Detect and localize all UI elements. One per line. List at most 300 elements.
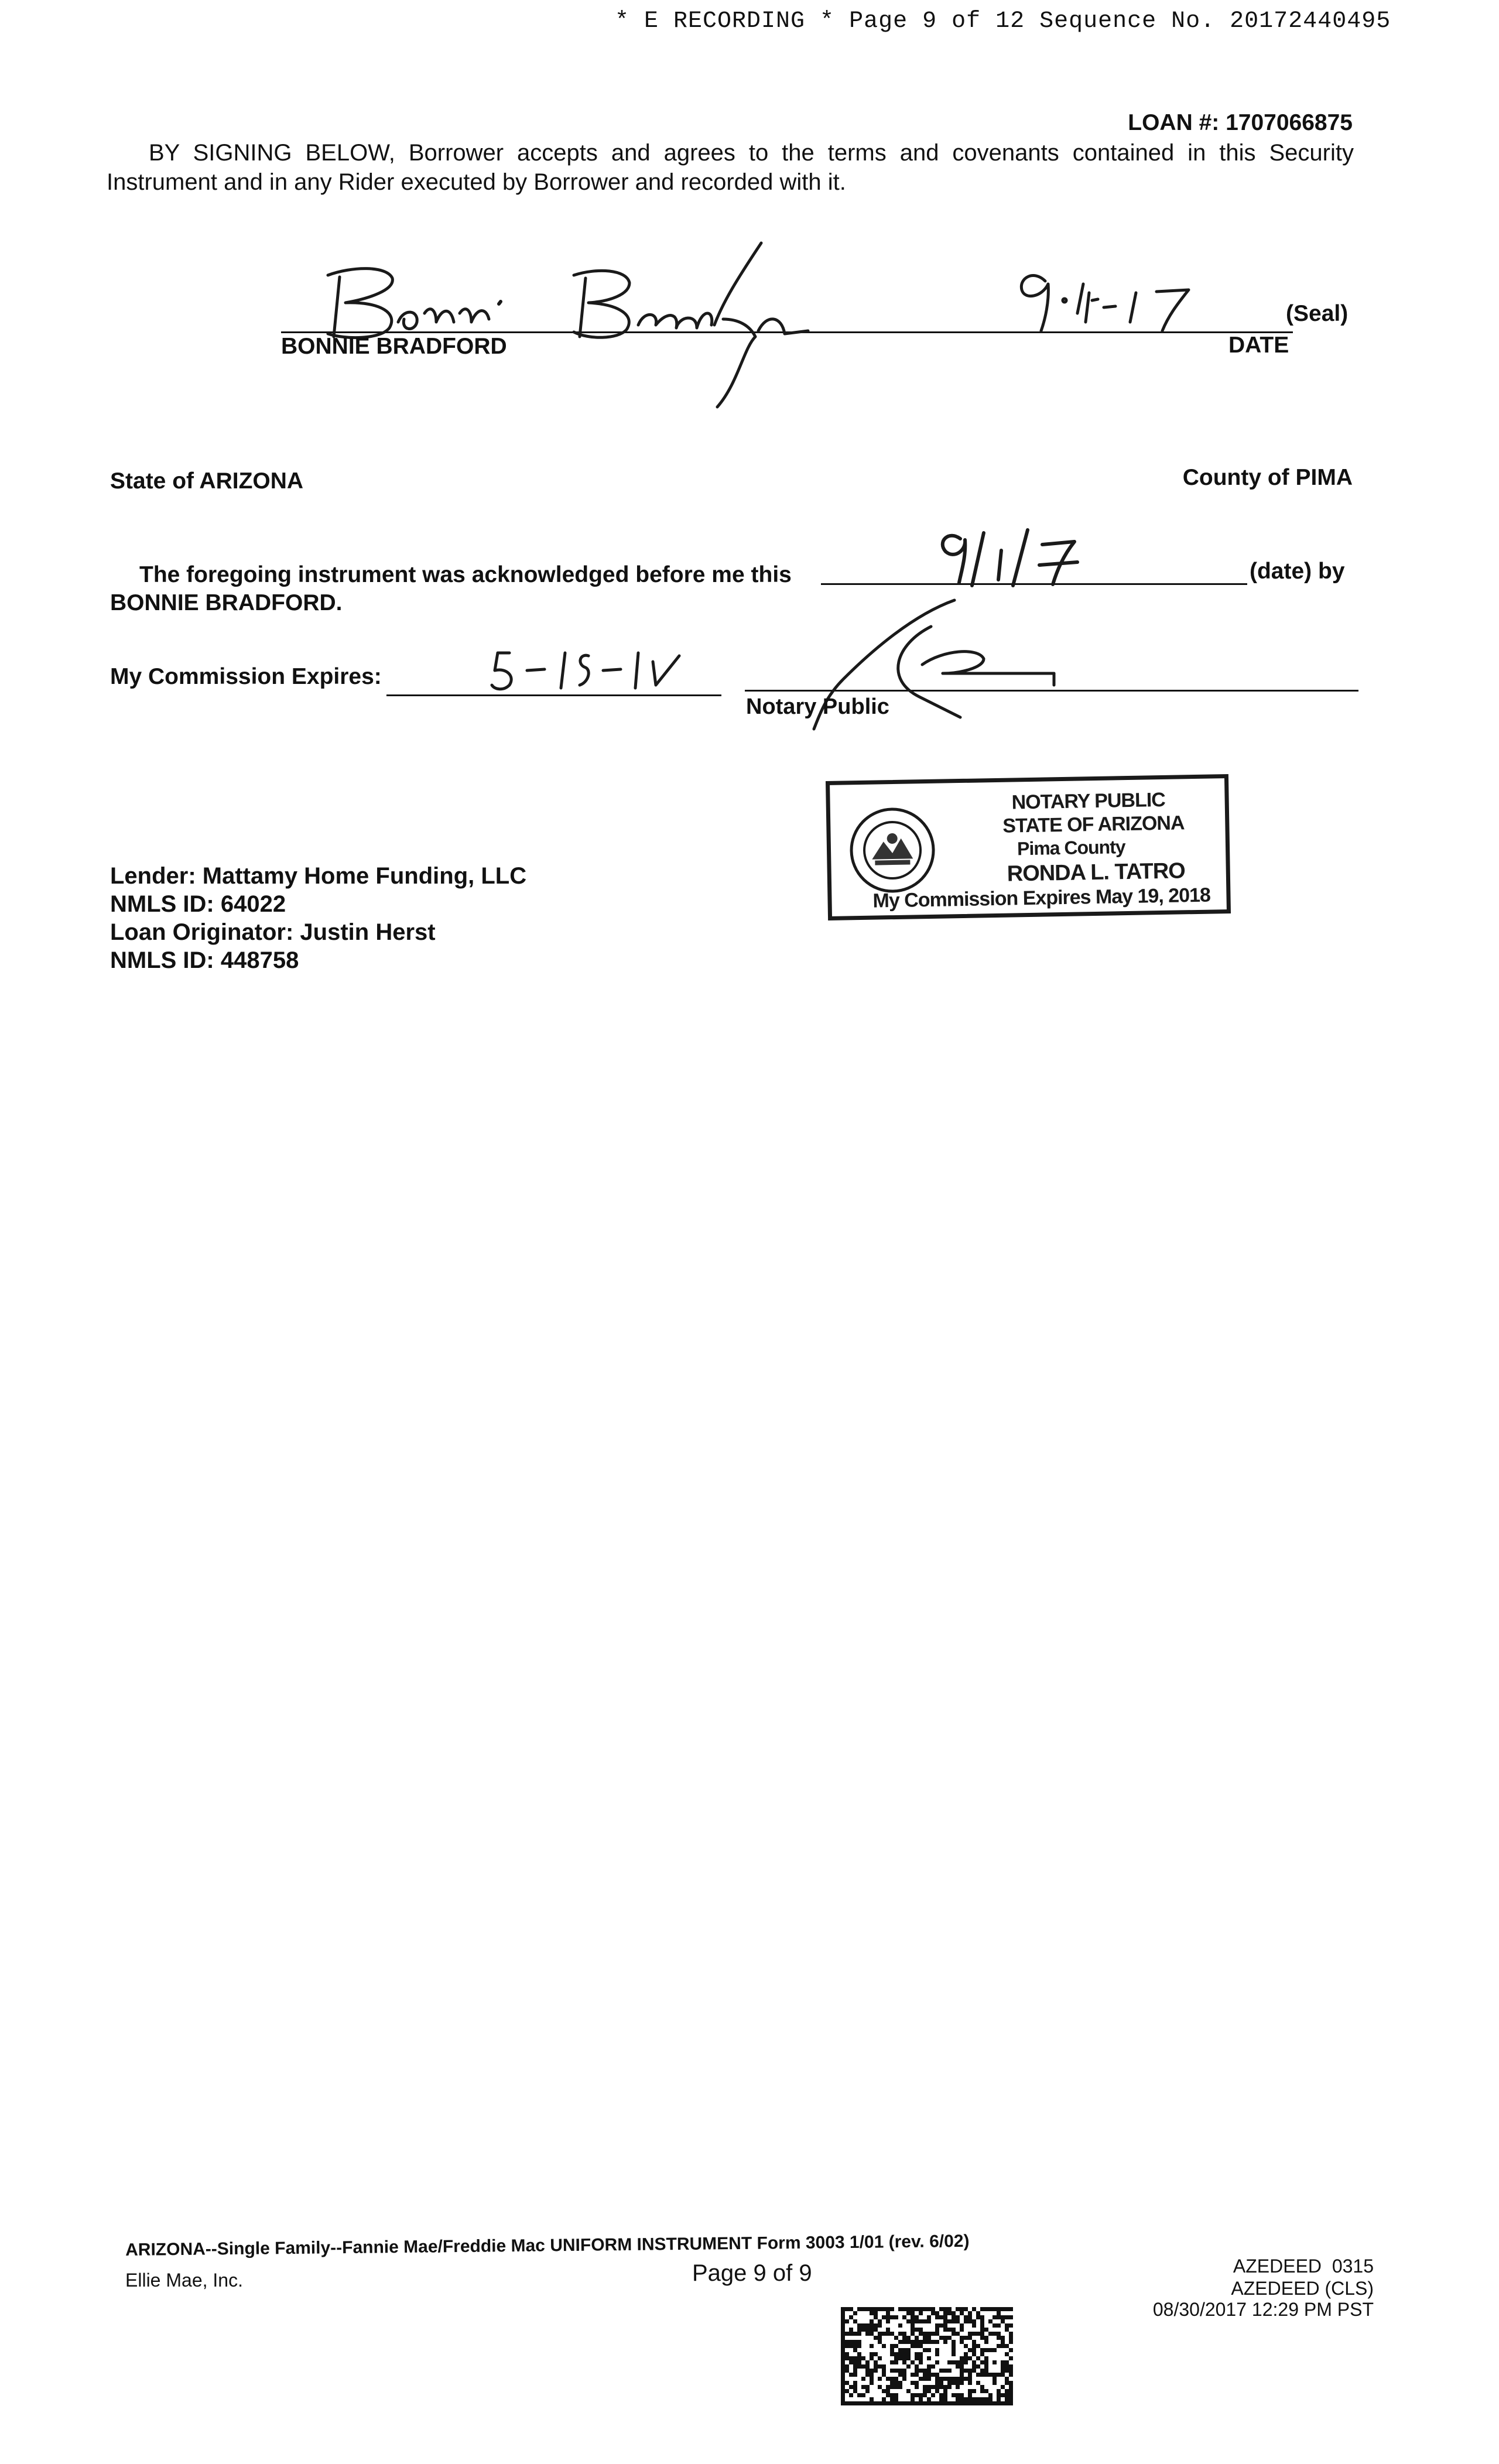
barcode-module xyxy=(890,2360,894,2364)
loan-label: LOAN #: xyxy=(1128,110,1220,135)
barcode-module xyxy=(841,2336,845,2340)
barcode-module xyxy=(952,2360,956,2364)
barcode-module xyxy=(939,2385,943,2389)
barcode-module xyxy=(1009,2315,1013,2319)
barcode-module xyxy=(919,2319,923,2323)
barcode-module xyxy=(931,2401,935,2405)
county-label: County of PIMA xyxy=(1182,465,1353,490)
barcode-module xyxy=(997,2315,1001,2319)
barcode-module xyxy=(943,2340,947,2344)
barcode-module xyxy=(968,2315,972,2319)
barcode-module xyxy=(976,2381,980,2385)
barcode-module xyxy=(997,2397,1001,2401)
barcode-module xyxy=(898,2356,902,2360)
barcode-module xyxy=(943,2385,947,2389)
barcode-module xyxy=(968,2311,972,2315)
borrower-signature xyxy=(293,231,1113,413)
barcode-module xyxy=(972,2344,976,2348)
barcode-module xyxy=(857,2364,861,2369)
barcode-module xyxy=(1005,2307,1009,2311)
barcode-module xyxy=(947,2307,952,2311)
barcode-module xyxy=(968,2373,972,2377)
barcode-module xyxy=(898,2369,902,2373)
barcode-module xyxy=(906,2311,911,2315)
barcode-module xyxy=(960,2373,964,2377)
barcode-module xyxy=(997,2401,1001,2405)
barcode-module xyxy=(997,2389,1001,2393)
barcode-module xyxy=(878,2364,882,2369)
barcode-module xyxy=(931,2385,935,2389)
barcode-module xyxy=(1001,2385,1005,2389)
barcode-module xyxy=(865,2332,870,2336)
barcode-module xyxy=(972,2360,976,2364)
barcode-module xyxy=(886,2311,890,2315)
barcode-module xyxy=(894,2401,898,2405)
barcode-module xyxy=(923,2348,927,2352)
barcode-module xyxy=(861,2307,865,2311)
barcode-module xyxy=(1009,2389,1013,2393)
barcode-module xyxy=(894,2344,898,2348)
barcode-module xyxy=(894,2393,898,2397)
barcode-module xyxy=(947,2377,952,2381)
barcode-module xyxy=(841,2319,845,2323)
barcode-module xyxy=(923,2369,927,2373)
barcode-module xyxy=(997,2323,1001,2328)
barcode-module xyxy=(878,2319,882,2323)
barcode-module xyxy=(931,2340,935,2344)
barcode-module xyxy=(947,2311,952,2315)
barcode-module xyxy=(956,2332,960,2336)
barcode-module xyxy=(964,2356,968,2360)
barcode-module xyxy=(849,2332,853,2336)
barcode-module xyxy=(968,2336,972,2340)
barcode-module xyxy=(874,2336,878,2340)
barcode-module xyxy=(1001,2336,1005,2340)
barcode-module xyxy=(976,2332,980,2336)
barcode-module xyxy=(882,2315,886,2319)
barcode-module xyxy=(874,2369,878,2373)
barcode-module xyxy=(964,2369,968,2373)
barcode-module xyxy=(886,2319,890,2323)
barcode-module xyxy=(984,2356,988,2360)
barcode-module xyxy=(919,2360,923,2364)
barcode-module xyxy=(964,2336,968,2340)
barcode-module xyxy=(964,2401,968,2405)
barcode-module xyxy=(861,2393,865,2397)
commission-expires-label: My Commission Expires: xyxy=(110,664,382,689)
barcode-module xyxy=(911,2381,915,2385)
barcode-module xyxy=(935,2340,939,2344)
barcode-module xyxy=(956,2377,960,2381)
barcode-module xyxy=(894,2369,898,2373)
barcode-module xyxy=(894,2381,898,2385)
barcode-module xyxy=(988,2373,993,2377)
barcode-module xyxy=(923,2389,927,2393)
barcode-module xyxy=(857,2356,861,2360)
barcode-module xyxy=(865,2389,870,2393)
seal-label: (Seal) xyxy=(1286,301,1349,326)
barcode-module xyxy=(960,2397,964,2401)
notary-public-label: Notary Public xyxy=(746,694,889,719)
barcode-module xyxy=(915,2393,919,2397)
barcode-module xyxy=(911,2401,915,2405)
barcode-module xyxy=(952,2328,956,2332)
barcode-module xyxy=(902,2352,906,2356)
barcode-module xyxy=(911,2340,915,2344)
barcode-module xyxy=(841,2307,845,2311)
barcode-module xyxy=(1009,2332,1013,2336)
barcode-module xyxy=(939,2381,943,2385)
barcode-module xyxy=(1009,2307,1013,2311)
barcode-module xyxy=(997,2373,1001,2377)
barcode-module xyxy=(919,2340,923,2344)
barcode-module xyxy=(939,2315,943,2319)
barcode-module xyxy=(882,2307,886,2311)
barcode-module xyxy=(993,2377,997,2381)
barcode-module xyxy=(849,2393,853,2397)
barcode-module xyxy=(976,2315,980,2319)
barcode-module xyxy=(857,2344,861,2348)
barcode-module xyxy=(915,2340,919,2344)
barcode-module xyxy=(874,2315,878,2319)
arizona-state-seal xyxy=(848,806,937,895)
barcode-module xyxy=(841,2364,845,2369)
barcode-module xyxy=(923,2377,927,2381)
barcode-module xyxy=(993,2307,997,2311)
barcode-module xyxy=(853,2319,857,2323)
barcode-module xyxy=(911,2311,915,2315)
barcode-module xyxy=(874,2364,878,2369)
barcode-module xyxy=(906,2307,911,2311)
barcode-module xyxy=(894,2315,898,2319)
barcode-module xyxy=(952,2401,956,2405)
barcode-module xyxy=(853,2369,857,2373)
barcode-module xyxy=(857,2307,861,2311)
barcode-module xyxy=(919,2344,923,2348)
barcode-module xyxy=(943,2315,947,2319)
barcode-module xyxy=(898,2348,902,2352)
barcode-module xyxy=(980,2389,984,2393)
barcode-module xyxy=(947,2328,952,2332)
barcode-module xyxy=(1009,2364,1013,2369)
barcode-module xyxy=(1005,2377,1009,2381)
barcode-module xyxy=(906,2340,911,2344)
barcode-module xyxy=(911,2360,915,2364)
barcode-module xyxy=(853,2340,857,2344)
barcode-module xyxy=(923,2336,927,2340)
barcode-module xyxy=(927,2356,931,2360)
barcode-module xyxy=(841,2369,845,2373)
barcode-module xyxy=(919,2356,923,2360)
barcode-module xyxy=(960,2340,964,2344)
signing-intro-paragraph: BY SIGNING BELOW, Borrower accepts and agrees to the terms and covenants contained in this Security Instrument and in any Rider executed by Borrower and recorded with it. xyxy=(107,140,1354,195)
barcode-module xyxy=(902,2369,906,2373)
barcode-module xyxy=(956,2315,960,2319)
barcode-module xyxy=(849,2344,853,2348)
barcode-module xyxy=(1001,2319,1005,2323)
barcode-module xyxy=(980,2397,984,2401)
barcode-module xyxy=(931,2373,935,2377)
barcode-module xyxy=(1005,2328,1009,2332)
barcode-module xyxy=(935,2352,939,2356)
barcode-module xyxy=(960,2328,964,2332)
barcode-module xyxy=(956,2381,960,2385)
barcode-module xyxy=(906,2352,911,2356)
barcode-module xyxy=(845,2401,849,2405)
barcode-module xyxy=(898,2307,902,2311)
barcode-module xyxy=(882,2401,886,2405)
barcode-module xyxy=(1009,2356,1013,2360)
barcode-module xyxy=(857,2352,861,2356)
barcode-module xyxy=(886,2315,890,2319)
barcode-module xyxy=(882,2332,886,2336)
barcode-module xyxy=(841,2356,845,2360)
acknowledgment-text: The foregoing instrument was acknowledged before me this xyxy=(139,562,792,587)
barcode-module xyxy=(947,2336,952,2340)
barcode-module xyxy=(845,2352,849,2356)
barcode-module xyxy=(939,2401,943,2405)
barcode-module xyxy=(902,2377,906,2381)
barcode-module xyxy=(960,2393,964,2397)
footer-code-2: AZEDEED (CLS) xyxy=(1231,2278,1374,2299)
lender-nmls: NMLS ID: 64022 xyxy=(110,891,286,917)
date-label: DATE xyxy=(1228,333,1289,358)
barcode-module xyxy=(952,2311,956,2315)
barcode-module xyxy=(1009,2348,1013,2352)
barcode-module xyxy=(870,2377,874,2381)
barcode-module xyxy=(1001,2401,1005,2405)
barcode-module xyxy=(845,2340,849,2344)
barcode-module xyxy=(870,2307,874,2311)
barcode-module xyxy=(853,2332,857,2336)
barcode-module xyxy=(980,2319,984,2323)
barcode-module xyxy=(861,2356,865,2360)
barcode-module xyxy=(849,2328,853,2332)
barcode-module xyxy=(931,2332,935,2336)
barcode-module xyxy=(865,2369,870,2373)
footer-timestamp: 08/30/2017 12:29 PM PST xyxy=(1152,2299,1374,2320)
barcode-module xyxy=(1001,2344,1005,2348)
barcode-module xyxy=(943,2369,947,2373)
barcode-module xyxy=(935,2328,939,2332)
barcode-module xyxy=(976,2356,980,2360)
barcode-module xyxy=(947,2385,952,2389)
barcode-module xyxy=(923,2319,927,2323)
barcode-module xyxy=(935,2315,939,2319)
barcode-module xyxy=(841,2385,845,2389)
barcode-module xyxy=(968,2377,972,2381)
footer-company: Ellie Mae, Inc. xyxy=(125,2270,243,2291)
barcode-module xyxy=(1005,2389,1009,2393)
barcode-module xyxy=(943,2389,947,2393)
barcode-module xyxy=(952,2348,956,2352)
barcode-module xyxy=(906,2336,911,2340)
barcode-module xyxy=(890,2393,894,2397)
barcode-module xyxy=(906,2356,911,2360)
barcode-module xyxy=(882,2369,886,2373)
footer-code-1: AZEDEED 0315 xyxy=(1233,2256,1374,2277)
barcode-module xyxy=(980,2328,984,2332)
barcode-module xyxy=(1009,2373,1013,2377)
barcode-module xyxy=(964,2352,968,2356)
barcode-module xyxy=(1001,2340,1005,2344)
barcode-module xyxy=(1005,2352,1009,2356)
barcode-module xyxy=(841,2340,845,2344)
barcode-module xyxy=(886,2389,890,2393)
barcode-module xyxy=(972,2389,976,2393)
barcode-module xyxy=(841,2393,845,2397)
barcode-module xyxy=(931,2364,935,2369)
recording-header: * E RECORDING * Page 9 of 12 Sequence No. 20172440495 xyxy=(615,8,1391,35)
barcode-module xyxy=(939,2393,943,2397)
barcode-module xyxy=(911,2344,915,2348)
barcode-module xyxy=(943,2319,947,2323)
barcode-module xyxy=(927,2332,931,2336)
barcode-module xyxy=(927,2385,931,2389)
barcode-module xyxy=(927,2348,931,2352)
barcode-module xyxy=(861,2328,865,2332)
barcode-module xyxy=(984,2369,988,2373)
barcode-module xyxy=(870,2369,874,2373)
barcode-module xyxy=(853,2348,857,2352)
barcode-module xyxy=(943,2393,947,2397)
barcode-module xyxy=(902,2348,906,2352)
barcode-module xyxy=(927,2373,931,2377)
barcode-module xyxy=(898,2381,902,2385)
barcode-module xyxy=(841,2328,845,2332)
barcode-module xyxy=(915,2344,919,2348)
barcode-module xyxy=(976,2364,980,2369)
barcode-module xyxy=(857,2401,861,2405)
barcode-module xyxy=(939,2377,943,2381)
notary-stamp xyxy=(826,774,1231,920)
barcode-module xyxy=(1001,2364,1005,2369)
barcode-module xyxy=(861,2377,865,2381)
barcode-module xyxy=(911,2323,915,2328)
stamp-line-notary-name: RONDA L. TATRO xyxy=(1007,858,1186,887)
barcode-module xyxy=(898,2401,902,2405)
barcode-module xyxy=(927,2401,931,2405)
barcode-module xyxy=(1009,2323,1013,2328)
barcode-module xyxy=(1001,2315,1005,2319)
barcode-module xyxy=(870,2344,874,2348)
barcode-module xyxy=(874,2311,878,2315)
barcode-module xyxy=(878,2356,882,2360)
barcode-module xyxy=(878,2401,882,2405)
barcode-module xyxy=(993,2323,997,2328)
borrower-printed-name: BONNIE BRADFORD xyxy=(281,334,507,359)
barcode-module xyxy=(845,2364,849,2369)
barcode-module xyxy=(956,2401,960,2405)
barcode-module xyxy=(984,2389,988,2393)
barcode-module xyxy=(947,2381,952,2385)
barcode-module xyxy=(841,2360,845,2364)
barcode-module xyxy=(870,2352,874,2356)
barcode-module xyxy=(841,2401,845,2405)
barcode-module xyxy=(919,2332,923,2336)
barcode-module xyxy=(870,2373,874,2377)
barcode-module xyxy=(870,2397,874,2401)
barcode-module xyxy=(902,2336,906,2340)
barcode-module xyxy=(919,2328,923,2332)
barcode-module xyxy=(1009,2381,1013,2385)
barcode-module xyxy=(993,2315,997,2319)
barcode-module xyxy=(947,2369,952,2373)
barcode-module xyxy=(980,2352,984,2356)
barcode-module xyxy=(841,2315,845,2319)
barcode-module xyxy=(902,2340,906,2344)
stamp-line-state: STATE OF ARIZONA xyxy=(1002,812,1185,837)
barcode-module xyxy=(886,2401,890,2405)
barcode-module xyxy=(947,2401,952,2405)
barcode-module xyxy=(882,2389,886,2393)
barcode-module xyxy=(943,2311,947,2315)
barcode-module xyxy=(988,2319,993,2323)
barcode-module xyxy=(902,2360,906,2364)
barcode-module xyxy=(845,2381,849,2385)
barcode-module xyxy=(861,2323,865,2328)
barcode-module xyxy=(882,2344,886,2348)
barcode-module xyxy=(923,2401,927,2405)
barcode-module xyxy=(898,2373,902,2377)
barcode-module xyxy=(906,2348,911,2352)
barcode-module xyxy=(972,2348,976,2352)
barcode-module xyxy=(894,2356,898,2360)
barcode-module xyxy=(988,2393,993,2397)
barcode-module xyxy=(935,2389,939,2393)
barcode-module xyxy=(894,2360,898,2364)
barcode-module xyxy=(997,2311,1001,2315)
barcode-module xyxy=(1001,2373,1005,2377)
barcode-module xyxy=(976,2401,980,2405)
barcode-module xyxy=(960,2381,964,2385)
barcode-module xyxy=(853,2389,857,2393)
barcode-module xyxy=(1005,2344,1009,2348)
barcode-module xyxy=(849,2401,853,2405)
barcode-module xyxy=(890,2307,894,2311)
barcode-module xyxy=(911,2332,915,2336)
barcode-module xyxy=(980,2369,984,2373)
barcode-module xyxy=(857,2332,861,2336)
barcode-module xyxy=(939,2307,943,2311)
barcode-module xyxy=(1005,2397,1009,2401)
barcode-module xyxy=(1001,2369,1005,2373)
barcode-module xyxy=(853,2356,857,2360)
barcode-module xyxy=(935,2377,939,2381)
barcode-module xyxy=(853,2360,857,2364)
barcode-module xyxy=(878,2332,882,2336)
barcode-module xyxy=(943,2323,947,2328)
barcode-module xyxy=(960,2356,964,2360)
barcode-module xyxy=(952,2332,956,2336)
barcode-module xyxy=(898,2332,902,2336)
barcode-module xyxy=(943,2397,947,2401)
barcode-module xyxy=(894,2377,898,2381)
barcode-module xyxy=(878,2377,882,2381)
barcode-module xyxy=(984,2307,988,2311)
barcode-module xyxy=(915,2385,919,2389)
barcode-module xyxy=(853,2385,857,2389)
barcode-module xyxy=(915,2369,919,2373)
barcode-module xyxy=(935,2381,939,2385)
barcode-module xyxy=(898,2323,902,2328)
stamp-line-county: Pima County xyxy=(1017,836,1125,860)
barcode-module xyxy=(845,2307,849,2311)
barcode-module xyxy=(882,2397,886,2401)
barcode-module xyxy=(886,2307,890,2311)
barcode-module xyxy=(988,2397,993,2401)
barcode-module xyxy=(865,2323,870,2328)
